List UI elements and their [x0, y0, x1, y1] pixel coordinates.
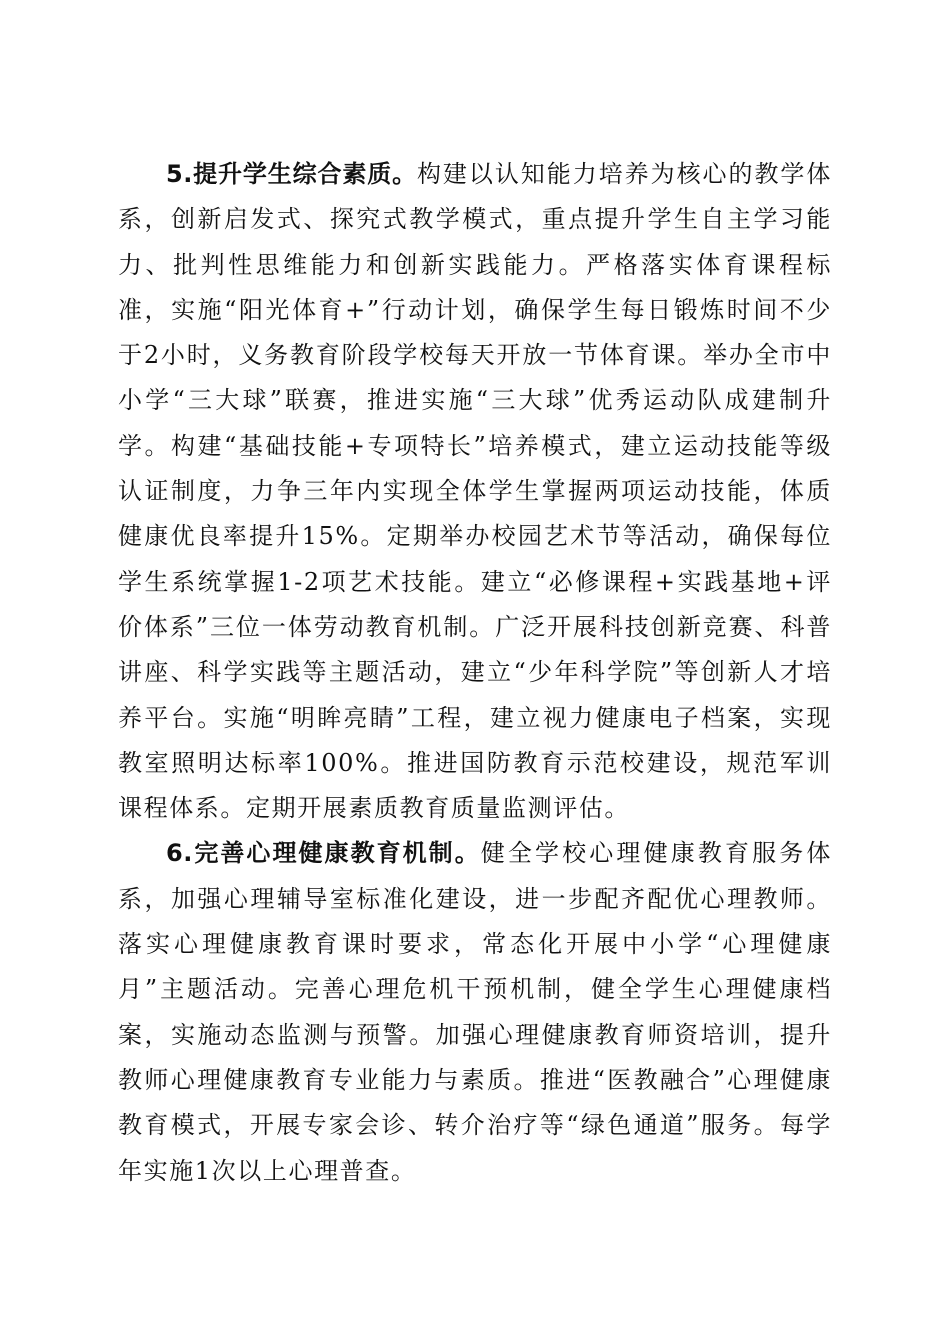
paragraph-5: [118, 152, 832, 831]
paragraph-6-text: 健全学校心理健康教育服务体系，加强心理辅导室标准化建设，进一步配齐配优心理教师。落实心理健康教育课时要求，常态化开展中小学“心理健康月”主题活动。完善心理危机干预机制，健全学生心理健康档案，实施动态监测与预警。加强心理健康教育师资培训，提升教师心理健康教育专业能力与素质。推进“医教融合”心理健康教育模式，开展专家会诊、转介治疗等“绿色通道”服务。每学年实施1次以上心理普查。: [118, 839, 832, 1185]
paragraph-6: [118, 831, 832, 1193]
paragraph-6-heading: 6.完善心理健康教育机制。: [166, 839, 481, 868]
document-body: [118, 152, 832, 1194]
paragraph-5-text: 构建以认知能力培养为核心的教学体系，创新启发式、探究式教学模式，重点提升学生自主学习能力、批判性思维能力和创新实践能力。严格落实体育课程标准，实施“阳光体育+”行动计划，确保学生每日锻炼时间不少于2小时，义务教育阶段学校每天开放一节体育课。举办全市中小学“三大球”联赛，推进实施“三大球”优秀运动队成建制升学。构建“基础技能+专项特长”培养模式，建立运动技能等级认证制度，力争三年内实现全体学生掌握两项运动技能，体质健康优良率提升15%。定期举办校园艺术节等活动，确保每位学生系统掌握1-2项艺术技能。建立“必修课程+实践基地+评价体系”三位一体劳动教育机制。广泛开展科技创新竞赛、科普讲座、科学实践等主题活动，建立“少年科学院”等创新人才培养平台。实施“明眸亮睛”工程，建立视力健康电子档案，实现教室照明达标率100%。推进国防教育示范校建设，规范军训课程体系。定期开展素质教育质量监测评估。: [118, 160, 832, 823]
paragraph-5-heading: 5.提升学生综合素质。: [166, 160, 417, 188]
